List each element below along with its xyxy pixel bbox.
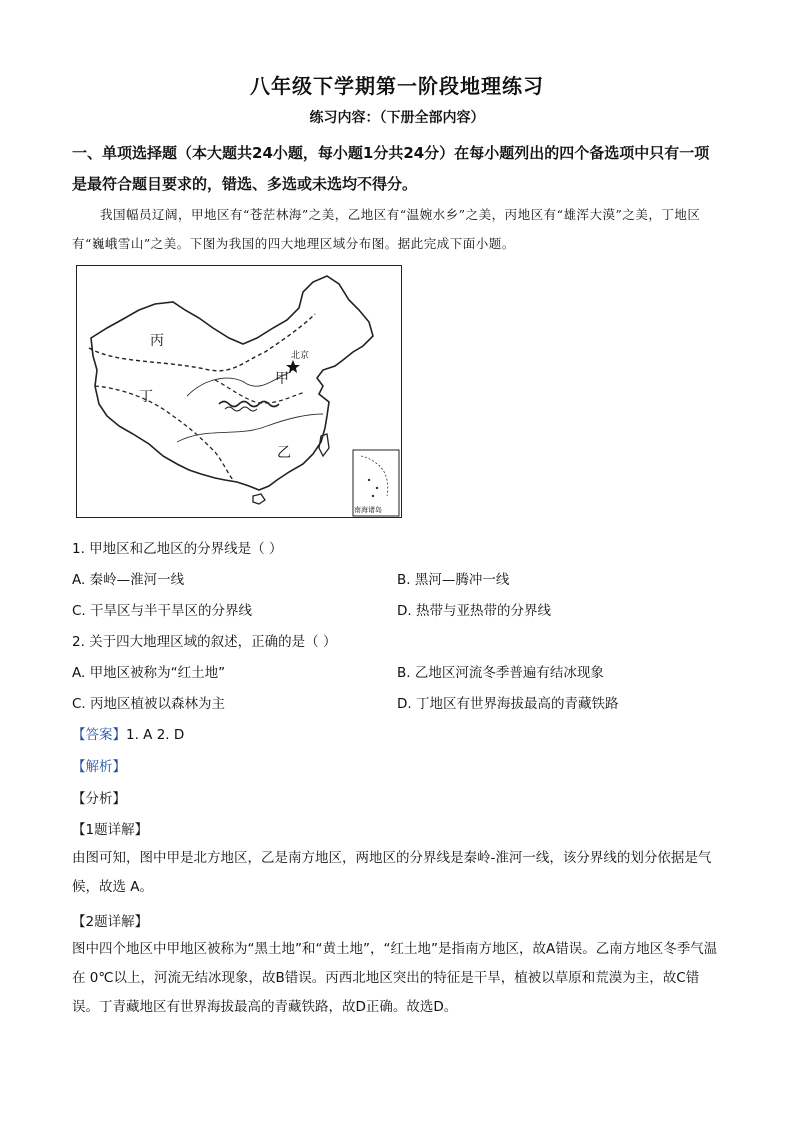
map-label-jia: 甲: [275, 371, 289, 387]
answer-value: 1. A 2. D: [126, 727, 185, 743]
question-1-option-d[interactable]: D. 热带与亚热带的分界线: [397, 603, 551, 619]
taiwan-island: [319, 434, 329, 456]
china-regions-map: [76, 265, 402, 518]
page-title: 八年级下学期第一阶段地理练习: [250, 74, 544, 98]
china-outline: [91, 276, 373, 490]
boundary-east: [215, 380, 305, 403]
question-1-option-a[interactable]: A. 秦岭—淮河一线: [72, 572, 185, 588]
china-map-graphic: [77, 266, 401, 517]
map-label-inset: 南海诸岛: [354, 506, 382, 514]
hainan-island: [253, 494, 265, 504]
detail-1-label: 【1题详解】: [72, 822, 149, 838]
question-1-option-c[interactable]: C. 干旱区与半干旱区的分界线: [72, 603, 253, 619]
section-heading: 一、单项选择题（本大题共24小题，每小题1分共24分）在每小题列出的四个备选项中只有一项是最符合题目要求的，错选、多选或未选均不得分。: [72, 144, 710, 193]
map-label-bing: 丙: [150, 333, 164, 349]
question-intro: 我国幅员辽阔，甲地区有“苍茫林海”之美，乙地区有“温婉水乡”之美，丙地区有“雄浑大漠”之美，丁地区有“巍峨雪山”之美。下图为我国的四大地理区域分布图。据此完成下面小题。: [72, 207, 701, 251]
answer-line: [72, 723, 184, 743]
question-1-stem: 1. 甲地区和乙地区的分界线是（ ）: [72, 541, 283, 557]
detail-2-text: 图中四个地区中甲地区被称为“黑土地”和“黄土地”，“红土地”是指南方地区，故A错误。乙南方地区冬季气温在 0℃以上，河流无结冰现象，故B错误。丙西北地区突出的特征是干旱，植被以草原和荒漠为主，故C错误。丁青藏地区有世界海拔最高的青藏铁路，故D正确。故选D。: [72, 941, 718, 1015]
page-subtitle: 练习内容：（下册全部内容）: [309, 110, 485, 126]
detail-1-text: 由图可知，图中甲是北方地区，乙是南方地区，两地区的分界线是秦岭-淮河一线，该分界线的划分依据是气候，故选 A。: [72, 850, 712, 895]
map-label-ding: 丁: [139, 389, 153, 405]
fenxi-label: 【分析】: [72, 791, 126, 807]
answer-label: 【答案】: [72, 727, 126, 743]
qinling-huaihe-line: [219, 402, 279, 407]
question-2-option-b[interactable]: B. 乙地区河流冬季普遍有结冰现象: [397, 665, 604, 681]
analysis-label: 【解析】: [72, 759, 126, 775]
question-2-option-d[interactable]: D. 丁地区有世界海拔最高的青藏铁路: [397, 696, 619, 712]
qinling-huaihe-line-2: [225, 407, 257, 411]
question-2-stem: 2. 关于四大地理区域的叙述，正确的是（ ）: [72, 634, 337, 650]
question-2-option-a[interactable]: A. 甲地区被称为“红土地”: [72, 665, 226, 681]
question-2-option-c[interactable]: C. 丙地区植被以森林为主: [72, 696, 226, 712]
map-label-beijing: 北京: [291, 351, 310, 361]
map-label-yi: 乙: [277, 445, 291, 461]
detail-2-label: 【2题详解】: [72, 914, 149, 930]
river-yangtze: [177, 414, 323, 442]
question-1-option-b[interactable]: B. 黑河—腾冲一线: [397, 572, 510, 588]
